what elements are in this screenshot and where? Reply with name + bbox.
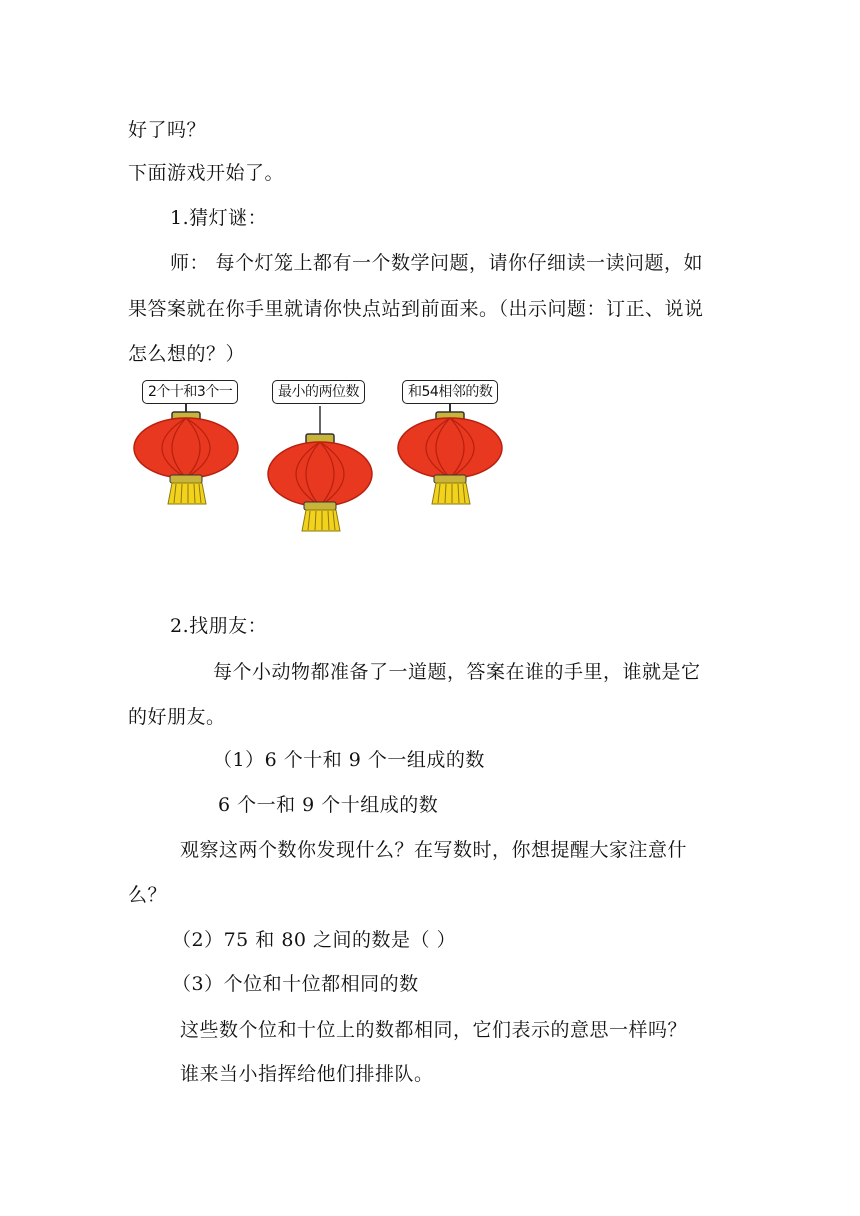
lantern-1 (128, 378, 248, 508)
text-line-2: 下面游戏开始了。 (128, 162, 285, 184)
section-heading-riddles: 1.猜灯谜： (170, 207, 268, 229)
text-line-13: 么？ (128, 884, 168, 906)
text-line-5: 果答案就在你手里就请你快点站到前面来。（出示问题：订正、说说 (128, 298, 704, 320)
text-line-4: 师： 每个灯笼上都有一个数学问题，请你仔细读一读问题，如 (170, 252, 704, 274)
question-2: （2）75 和 80 之间的数是（ ） (172, 929, 457, 951)
lantern-icon (262, 378, 382, 533)
text-line-1: 好了吗？ (128, 119, 207, 141)
text-line-9: 的好朋友。 (128, 706, 226, 728)
lantern-label: 2个十和3个一 (142, 380, 238, 404)
text-line-6: 怎么想的？） (128, 343, 246, 365)
text-line-8: 每个小动物都准备了一道题，答案在谁的手里，谁就是它 (213, 661, 701, 683)
lantern-label: 和54相邻的数 (402, 380, 498, 404)
text-line-17: 谁来当小指挥给他们排排队。 (180, 1063, 434, 1085)
lantern-3 (392, 378, 512, 508)
lantern-label: 最小的两位数 (272, 380, 365, 404)
lantern-icon (392, 378, 512, 508)
lantern-icon (128, 378, 248, 508)
question-1b: 6 个一和 9 个十组成的数 (218, 794, 439, 816)
section-heading-find-friends: 2.找朋友： (170, 615, 268, 637)
text-line-16: 这些数个位和十位上的数都相同，它们表示的意思一样吗？ (180, 1019, 688, 1041)
lantern-2 (262, 378, 382, 533)
question-3: （3）个位和十位都相同的数 (172, 973, 419, 995)
question-1: （1）6 个十和 9 个一组成的数 (213, 749, 485, 771)
text-line-12: 观察这两个数你发现什么？在写数时，你想提醒大家注意什 (180, 839, 688, 861)
